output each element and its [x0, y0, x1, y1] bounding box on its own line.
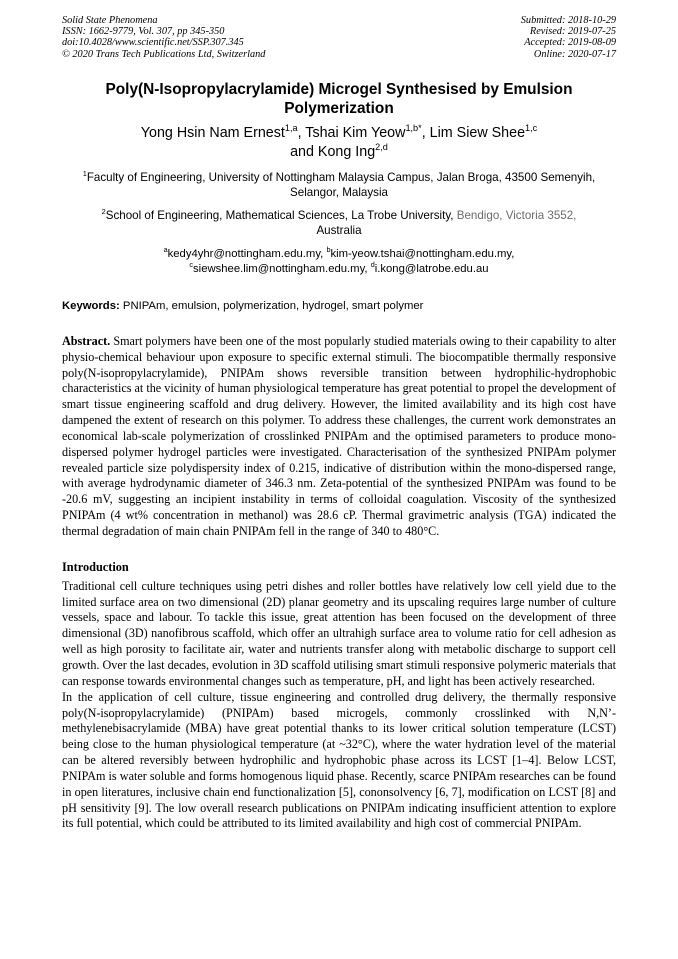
author-affiliation-mark: 1,a [284, 123, 298, 134]
introduction-paragraph: Traditional cell culture techniques using petri dishes and roller bottles have relatively low cell yield due to the limited surface area on two dimensional (2D) planar geometry and its upscaling requires large number of culture vessels, space and labour. To tackle this issue, great attention has been focused on the development of three dimensional (3D) nanofibrous scaffold, which offer an ultrahigh surface area to volume ratio for cell adhesion as well as high porosity to facilitate air, water and nutrients transfer along with metabolic discharge to support cell growth. Over the last decades, evolution in 3D scaffold utilising smart stimuli responsive polymeric materials that can response towards environmental changes such as temperature, pH, and light has been actively researched. [62, 578, 616, 688]
author-separator: and [290, 143, 318, 160]
doi: doi:10.4028/www.scientific.net/SSP.307.345 [62, 37, 244, 49]
author-separator: , [421, 124, 430, 141]
introduction-heading: Introduction [62, 559, 129, 574]
affiliation-country: Australia [316, 223, 362, 237]
email-mark: c [189, 260, 194, 270]
issn: ISSN: 1662-9779, Vol. 307, pp 345-350 [62, 26, 225, 38]
introduction-paragraph: In the application of cell culture, tissue engineering and controlled drug delivery, the thermally responsive poly(N-isopropylacrylamide) (PNIPAm) based microgels, commonly crosslinked with N,N’-methylenebisacrylamide (MBA) have great potential thanks to its lower critical solution temperature (LCST) being close to the human physiological temperature (at ~32°C), where the water hydration level of the material can be altered reversibly between hydrophilic and hydrophobic phase across its LCST [1–4]. Below LCST, PNIPAm is water soluble and forms homogenous liquid phase. Recently, scarce PNIPAm researches can be found in open literatures, inclusive chain end functionalization [5], cononsolvency [6, 7], modification on LCST [8] and pH sensitivity [9]. The low overall research publications on PNIPAm indicating insufficient attention to explore its full potential, which could be attributed to its limited availability and high cost of commercial PNIPAm. [62, 689, 616, 831]
author-affiliation-mark: 1,b* [405, 123, 422, 134]
keywords-text: PNIPAm, emulsion, polymerization, hydrogel, smart polymer [122, 299, 424, 312]
revised-date: Revised: 2019-07-25 [529, 26, 616, 38]
author-name: Kong Ing [317, 143, 376, 160]
online-date: Online: 2020-07-17 [533, 48, 616, 60]
author-name: Tshai Kim Yeow [305, 124, 406, 141]
email-mark: b [326, 245, 331, 255]
affiliation-location: Bendigo, Victoria 3552, [456, 208, 577, 222]
submitted-date: Submitted: 2018-10-29 [520, 15, 616, 26]
email-address: i.kong@latrobe.edu.au [374, 262, 489, 275]
author-name: Lim Siew Shee [429, 124, 526, 141]
affiliation-mark: 2 [101, 206, 106, 216]
author-affiliation-mark: 1,c [525, 123, 538, 134]
abstract [62, 334, 616, 540]
email-address: kim-yeow.tshai@nottingham.edu.my, [330, 247, 515, 260]
publication-header [62, 15, 616, 60]
author-list [62, 124, 616, 162]
publication-dates [521, 15, 616, 60]
journal-info [62, 15, 265, 60]
email-mark: d [370, 260, 375, 270]
keywords [62, 299, 616, 313]
paper-title: Poly(N-Isopropylacrylamide) Microgel Synthesised by Emulsion Polymerization [105, 80, 573, 117]
affiliation-2 [62, 208, 616, 238]
abstract-text: Smart polymers have been one of the most popularly studied materials owing to their capability to alter physio-chemical behaviour upon exposure to specific external stimuli. The biocompatible thermally responsive poly(N-isopropylacrylamide), PNIPAm shows reversible transition between hydrophilic-hydrophobic characteristics at the vicinity of human physiological temperature has great potential to propel the development of smart tissue engineering scaffold and drug delivery. However, the limited availability and its high cost have dampened the extent of research on this polymer. To address these challenges, the current work demonstrates an economical lab-scale polymerization of crosslinked PNIPAm and the optimised parameters to produce mono-dispersed polymer hydrogel particles were investigated. Characterisation of the synthesized PNIPAm polymer revealed particle size polydispersity index of 0.215, indicative of distribution within the mono-dispersed range, with average hydrodynamic diameter of 346.3 nm. Zeta-potential of the synthesized PNIPAm was found to be -20.6 mV, suggesting an incipient instability in terms of colloidal coagulation. Viscosity of the synthesized PNIPAm (4 wt% concentration in methanol) was 28.6 cP. Thermal gravimetric analysis (TGA) indicated the thermal degradation of main chain PNIPAm fell in the range of 340 to 480°C. [62, 333, 616, 538]
email-address: kedy4yhr@nottingham.edu.my, [167, 247, 327, 260]
email-address: siewshee.lim@nottingham.edu.my, [193, 262, 371, 275]
author-separator: , [297, 124, 306, 141]
author-name: Yong Hsin Nam Ernest [140, 124, 285, 141]
affiliation-text: School of Engineering, Mathematical Sciences, La Trobe University, [105, 208, 457, 222]
affiliation-1 [62, 170, 616, 200]
author-emails [62, 247, 616, 277]
keywords-label: Keywords: [62, 299, 123, 312]
journal-name: Solid State Phenomena [62, 15, 158, 26]
accepted-date: Accepted: 2019-08-09 [524, 37, 616, 49]
email-mark: a [163, 245, 168, 255]
copyright: © 2020 Trans Tech Publications Ltd, Switzerland [62, 48, 266, 60]
author-affiliation-mark: 2,d [375, 142, 388, 153]
affiliation-mark: 1 [82, 168, 87, 178]
affiliation-text: Faculty of Engineering, University of Nottingham Malaysia Campus, Jalan Broga, 43500 Semenyih, Selangor, Malaysia [86, 170, 596, 199]
abstract-label: Abstract. [62, 333, 111, 348]
